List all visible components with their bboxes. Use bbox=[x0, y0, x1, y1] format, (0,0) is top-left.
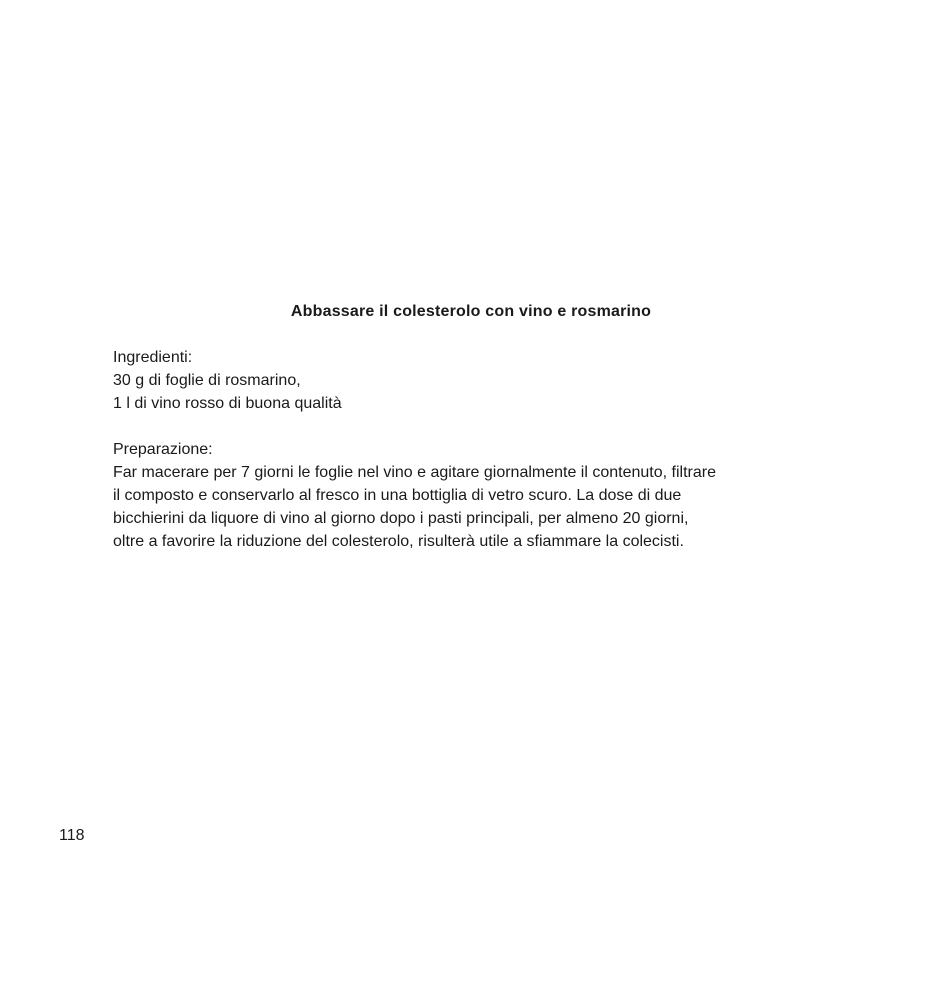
ingredient-item: 30 g di foglie di rosmarino, bbox=[113, 372, 301, 389]
preparation-text-line: il composto e conservarlo al fresco in una bottiglia di vetro scuro. La dose di due bbox=[113, 487, 682, 504]
page-number: 118 bbox=[59, 827, 85, 844]
preparation-text-line: Far macerare per 7 giorni le foglie nel vino e agitare giornalmente il contenuto, filtrare bbox=[113, 464, 716, 481]
recipe-body bbox=[113, 346, 843, 553]
ingredient-item: 1 l di vino rosso di buona qualità bbox=[113, 395, 342, 412]
preparation-label: Preparazione: bbox=[113, 441, 213, 458]
preparation-text-line: oltre a favorire la riduzione del colesterolo, risulterà utile a sfiammare la colecisti. bbox=[113, 533, 684, 550]
preparation-text-line: bicchierini da liquore di vino al giorno dopo i pasti principali, per almeno 20 giorni, bbox=[113, 510, 689, 527]
blank-line bbox=[113, 415, 843, 438]
recipe-title: Abbassare il colesterolo con vino e rosmarino bbox=[290, 303, 652, 320]
ingredients-label: Ingredienti: bbox=[113, 349, 193, 366]
